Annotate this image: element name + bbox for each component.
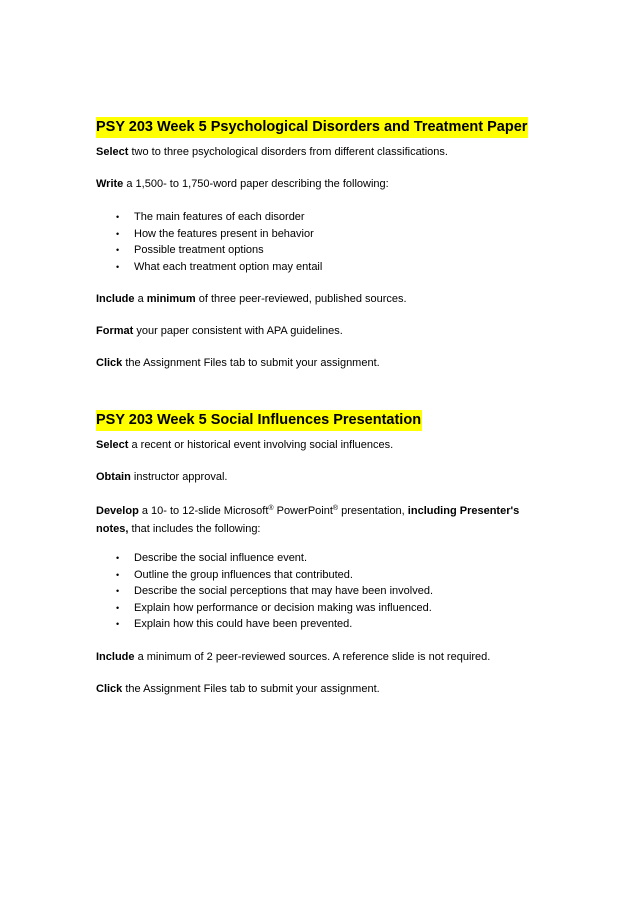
list-item-text: Explain how this could have been prevented. xyxy=(134,618,353,630)
section-heading: PSY 203 Week 5 Social Influences Presentation xyxy=(96,410,422,431)
click-instruction xyxy=(96,356,556,371)
select-instruction xyxy=(96,145,556,160)
include-instruction xyxy=(96,650,556,665)
registered-mark: ® xyxy=(268,505,274,512)
instruction-verb: Write xyxy=(96,178,124,190)
list-item xyxy=(96,209,556,226)
list-item xyxy=(96,226,556,243)
instruction-text: that includes the following: xyxy=(128,523,261,535)
list-item-text: Outline the group influences that contributed. xyxy=(134,568,353,581)
bullet-icon: • xyxy=(116,569,120,580)
instruction-text: a recent or historical event involving social influences. xyxy=(128,439,394,451)
section-social-influences xyxy=(96,410,556,697)
list-item-text: Describe the social perceptions that may have been involved. xyxy=(134,585,434,597)
list-item xyxy=(96,550,556,567)
bullet-icon: • xyxy=(116,228,120,239)
registered-mark: ® xyxy=(332,505,339,512)
list-item-text: Possible treatment options xyxy=(134,244,264,256)
instruction-verb: Select xyxy=(96,146,129,158)
write-instruction xyxy=(96,177,556,192)
bullet-icon: • xyxy=(116,212,120,222)
emphasis-text: , xyxy=(125,523,129,535)
instruction-verb: Select xyxy=(96,439,129,451)
bullet-icon: • xyxy=(116,602,120,613)
bullet-list xyxy=(96,209,556,275)
instruction-verb: Develop xyxy=(96,505,139,517)
format-instruction xyxy=(96,324,556,339)
bullet-icon: • xyxy=(116,586,120,596)
bullet-icon: • xyxy=(116,245,120,255)
select-instruction xyxy=(96,438,556,453)
include-instruction xyxy=(96,292,556,307)
instruction-text: a 10- to 12-slide Microsoft xyxy=(138,505,269,517)
list-item-text: Describe the social influence event. xyxy=(134,552,308,564)
instruction-verb: Click xyxy=(96,682,123,695)
emphasis-text: including Presenter's notes xyxy=(96,505,520,535)
instruction-verb: Include xyxy=(96,650,135,663)
click-instruction xyxy=(96,682,556,697)
instruction-text: your paper consistent with APA guidelines. xyxy=(133,325,343,337)
instruction-text: the Assignment Files tab to submit your assignment. xyxy=(122,682,380,695)
list-item xyxy=(96,242,556,259)
list-item-text: Explain how performance or decision making was influenced. xyxy=(134,601,432,614)
bullet-icon: • xyxy=(116,261,120,272)
obtain-instruction xyxy=(96,470,556,485)
instruction-text: presentation, xyxy=(338,505,408,517)
list-item xyxy=(96,583,556,600)
bullet-list xyxy=(96,550,556,633)
instruction-text: a minimum of 2 peer-reviewed sources. A reference slide is not required. xyxy=(134,650,491,663)
list-item-text: How the features present in behavior xyxy=(134,227,314,240)
instruction-verb: Obtain xyxy=(96,471,131,483)
instruction-text: instructor approval. xyxy=(130,471,228,483)
list-item xyxy=(96,259,556,276)
instruction-text: a 1,500- to 1,750-word paper describing the following: xyxy=(123,178,389,190)
instruction-verb: Click xyxy=(96,357,123,369)
section-psychological-disorders xyxy=(96,117,556,371)
list-item-text: What each treatment option may entail xyxy=(134,260,323,273)
list-item xyxy=(96,567,556,584)
list-item xyxy=(96,616,556,633)
list-item xyxy=(96,600,556,617)
bullet-icon: • xyxy=(116,553,120,563)
instruction-text: of three peer-reviewed, published sources. xyxy=(195,293,407,305)
instruction-verb: Format xyxy=(96,325,134,337)
instruction-text: the Assignment Files tab to submit your assignment. xyxy=(122,357,380,369)
section-heading: PSY 203 Week 5 Psychological Disorders and Treatment Paper xyxy=(96,117,528,138)
develop-instruction xyxy=(96,502,536,538)
bullet-icon: • xyxy=(116,619,120,629)
instruction-verb: Include xyxy=(96,293,135,305)
list-item-text: The main features of each disorder xyxy=(134,211,305,223)
emphasis-text: minimum xyxy=(146,293,196,305)
instruction-text: PowerPoint xyxy=(273,505,333,517)
instruction-text: two to three psychological disorders from different classifications. xyxy=(128,146,448,158)
instruction-text: a xyxy=(134,293,147,305)
